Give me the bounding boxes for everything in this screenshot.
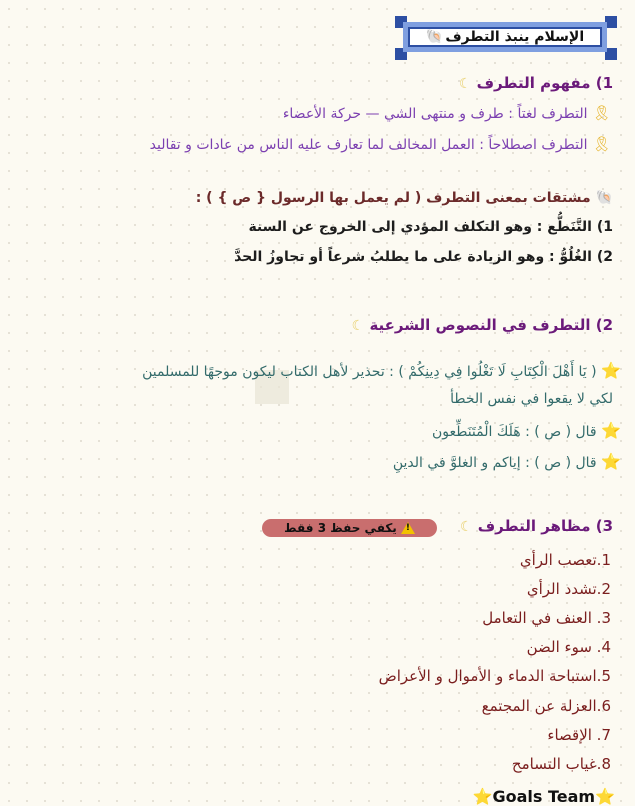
warning-icon (401, 522, 415, 534)
hadith-text: قال ( ص ) : هَلَكَ الْمُتَنَطِّعون (431, 424, 597, 440)
manifestation-item: 4. سوء الضن (526, 638, 611, 656)
hadith-line (432, 421, 621, 440)
derivative-item: 2) الغُلُوُّ : وهو الزيادة على ما يطلبُ شرعاً أو تجاوزُ الحدَّ (234, 249, 613, 265)
definition-linguistic (283, 104, 611, 122)
team-name: Goals Team (492, 787, 596, 806)
section3-heading (460, 517, 613, 535)
title-banner (395, 16, 617, 60)
ribbon-icon: 🎗 (591, 135, 611, 153)
section2-heading-text: 2) التطرف في النصوص الشرعية (369, 316, 613, 334)
definition-technical (150, 135, 611, 153)
page-title-box (403, 22, 607, 52)
memorize-badge-text: يكفي حفظ 3 فقط (284, 521, 397, 535)
hadith-line (393, 452, 621, 471)
star-icon: ⭐ (601, 452, 621, 471)
shell-icon: 🐚 (425, 29, 444, 45)
verse-text: ( يَا أَهْلَ الْكِتَابِ لَا تَغْلُوا فِي دِينِكُمْ ) : تحذير لأهل الكتاب ليكون موجهًا للمسلمين (142, 364, 597, 380)
section1-heading-text: 1) مفهوم التطرف (476, 74, 613, 92)
ribbon-icon: 🎗 (591, 104, 611, 122)
manifestation-item: 7. الإقصاء (547, 726, 611, 744)
manifestation-item: 8.غياب التسامح (511, 755, 611, 773)
derivatives-heading (196, 190, 613, 206)
star-icon: ⭐ (472, 787, 493, 806)
star-icon: ⭐ (601, 421, 621, 440)
moon-icon: ☾ (458, 76, 472, 92)
shell-icon: 🐚 (595, 190, 613, 206)
definition-technical-text: التطرف اصطلاحاً : العمل المخالف لما تعارف عليه الناس من عادات و تقاليد (149, 137, 588, 153)
manifestation-item: 1.تعصب الرأي (519, 551, 611, 569)
moon-icon: ☾ (459, 519, 473, 535)
manifestation-item: 6.العزلة عن المجتمع (481, 697, 611, 715)
team-signature (473, 787, 615, 806)
section1-heading (459, 74, 613, 92)
derivatives-heading-text: مشتقات بمعنى التطرف ( لم يعمل بها الرسول { ص } ) : (195, 190, 591, 206)
hadith-text: قال ( ص ) : إياكم و الغلوَّ في الدينِ (392, 455, 597, 471)
page-title: الإسلام ينبذ التطرف (445, 29, 585, 45)
star-icon: ⭐ (601, 361, 621, 380)
section3-heading-text: 3) مظاهر التطرف (477, 517, 613, 535)
verse-line (142, 361, 621, 380)
manifestation-item: 2.تشدد الرأي (526, 580, 611, 598)
section2-heading (352, 316, 613, 334)
memorize-badge (262, 519, 437, 537)
manifestation-item: 5.استباحة الدماء و الأموال و الأعراض (378, 667, 611, 685)
moon-icon: ☾ (351, 318, 365, 334)
definition-linguistic-text: التطرف لغتاً : طرف و منتهى الشي — حركة الأعضاء (282, 106, 588, 122)
verse-continuation: لكي لا يقعوا في نفس الخطأ (450, 391, 613, 407)
derivative-item: 1) التَّنَطُّع : وهو التكلف المؤدي إلى الخروج عن السنة (248, 219, 613, 235)
manifestation-item: 3. العنف في التعامل (482, 609, 611, 627)
star-icon: ⭐ (595, 787, 615, 806)
